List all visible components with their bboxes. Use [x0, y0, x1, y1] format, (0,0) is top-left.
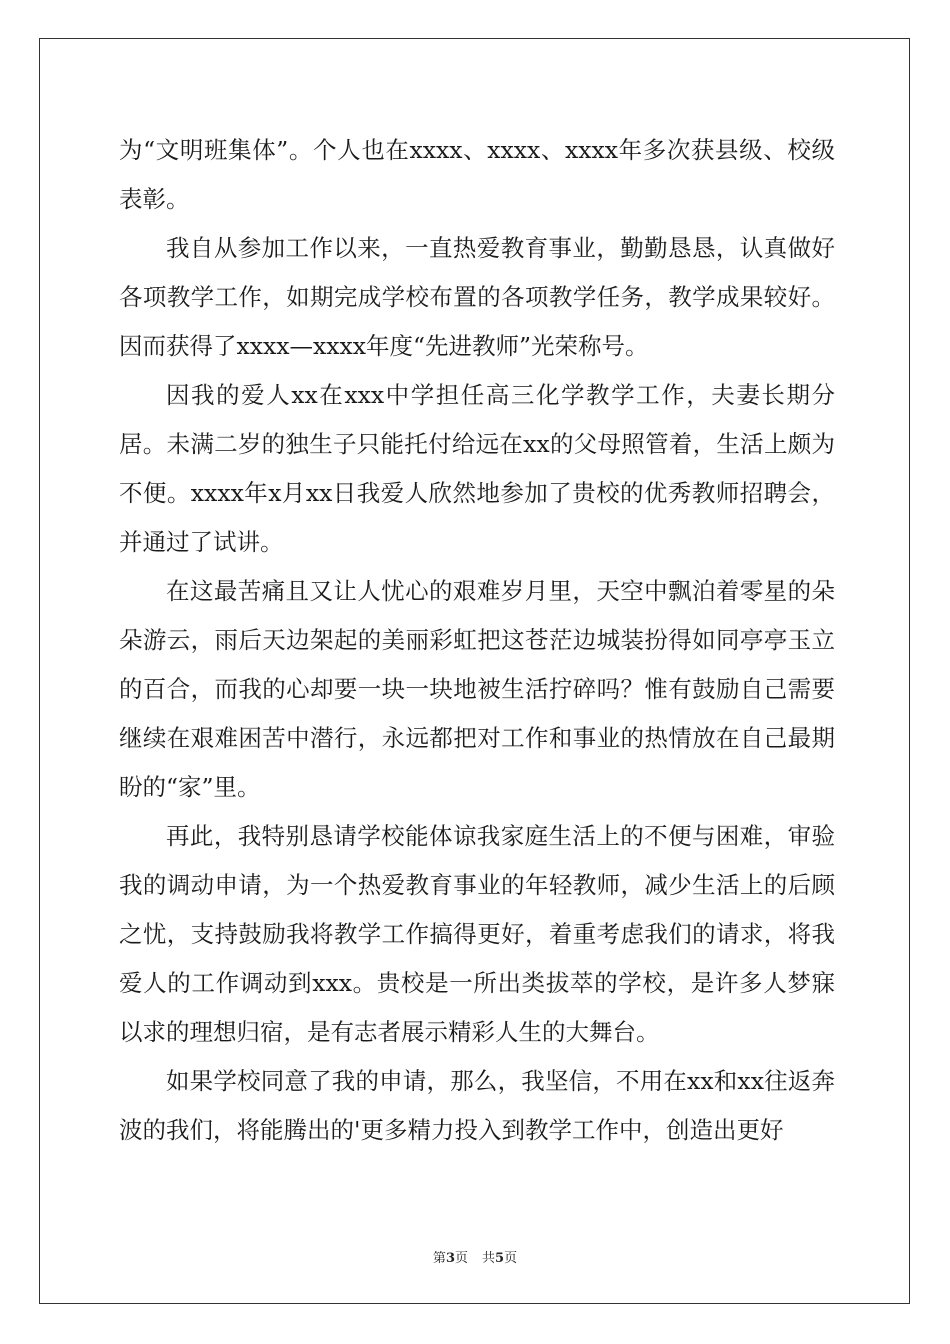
paragraph-3: 因我的爱人xx在xxx中学担任高三化学教学工作，夫妻长期分居。未满二岁的独生子只能托付给远在xx的父母照管着，生活上颇为不便。xxxx年x月xx日我爱人欣然地参加了贵校的优秀教师招聘会，并通过了试讲。	[119, 381, 835, 556]
paragraph-4: 在这最苦痛且又让人忧心的艰难岁月里，天空中飘泊着零星的朵朵游云，雨后天边架起的美丽彩虹把这苍茫边城装扮得如同亭亭玉立的百合，而我的心却要一块一块地被生活拧碎吗？惟有鼓励自己需要继续在艰难困苦中潜行，永远都把对工作和事业的热情放在自己最期盼的“家”里。	[119, 577, 835, 801]
page-footer	[0, 1247, 950, 1266]
total-suffix: 页	[504, 1251, 518, 1266]
page-suffix: 页	[454, 1251, 468, 1266]
document-body	[119, 126, 835, 1155]
page-number: 3	[445, 1251, 455, 1266]
paragraph-1: 为“文明班集体”。个人也在xxxx、xxxx、xxxx年多次获县级、校级表彰。	[119, 136, 835, 213]
total-pages: 5	[495, 1251, 505, 1266]
paragraph-2: 我自从参加工作以来，一直热爱教育事业，勤勤恳恳，认真做好各项教学工作，如期完成学校布置的各项教学任务，教学成果较好。因而获得了xxxx—xxxx年度“先进教师”光荣称号。	[119, 234, 835, 360]
total-prefix: 共	[482, 1251, 496, 1266]
paragraph-5: 再此，我特别恳请学校能体谅我家庭生活上的不便与困难，审验我的调动申请，为一个热爱教育事业的年轻教师，减少生活上的后顾之忧，支持鼓励我将教学工作搞得更好，着重考虑我们的请求，将我爱人的工作调动到xxx。贵校是一所出类拔萃的学校，是许多人梦寐以求的理想归宿，是有志者展示精彩人生的大舞台。	[119, 822, 835, 1046]
paragraph-6: 如果学校同意了我的申请，那么，我坚信，不用在xx和xx往返奔波的我们，将能腾出的'更多精力投入到教学工作中，创造出更好	[119, 1067, 835, 1144]
page-prefix: 第	[432, 1251, 446, 1266]
